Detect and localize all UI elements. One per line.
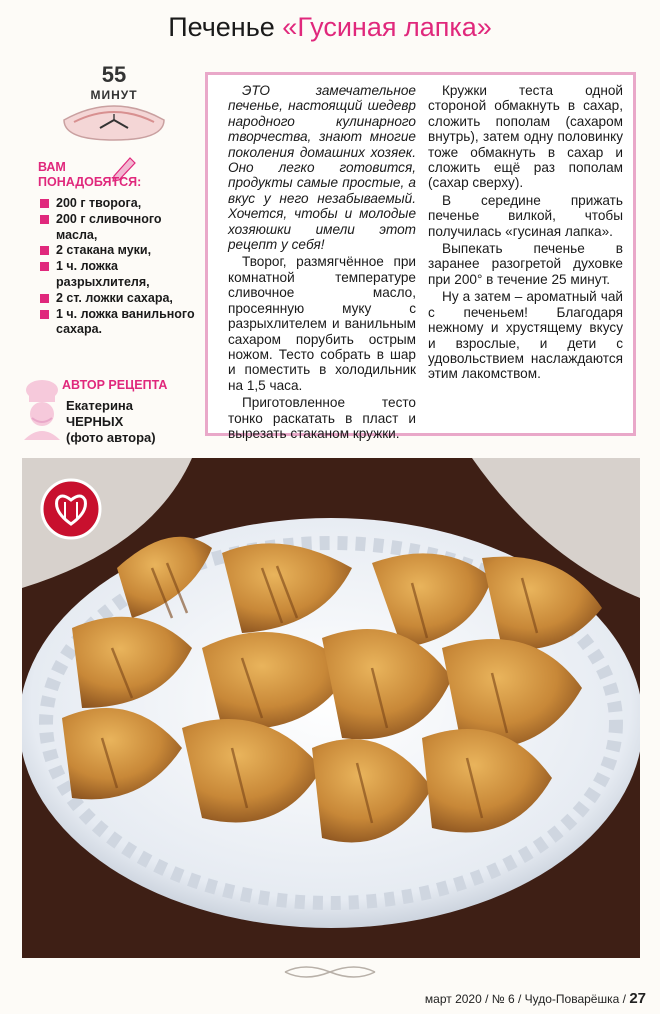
ingredients-block [38,160,198,338]
intro-paragraph: ЭТО замечательное печенье, настоящий шедевр народного кулинарного творчества, знают многие поколения домашних хозяек. Оно легко готовится, продукты самые простые, а вкус у него незабываемый. Хочется, чтобы и молодые хозяюшки имели этот рецепт у себя! [228,83,416,253]
step-paragraph: Кружки теста одной стороной обмакнуть в сахар, сложить пополам (сахаром внутрь), затем одну половинку тоже обмакнуть в сахар и сложить ещё раз пополам (сахар сверху). [428,83,623,191]
cookie-photo-illustration [22,458,640,958]
ornament-divider [280,962,380,982]
ingredient-item: 1 ч. ложка ванильного сахара. [38,307,198,339]
heart-logo-icon [40,478,102,540]
page-number: 27 [629,990,646,1007]
footer-issue: март 2020 / № 6 / Чудо-Поварёшка / [424,992,630,1006]
recipe-text-box [205,72,636,441]
closing-paragraph: Ну а затем – ароматный чай с печеньем! Благодаря нежному и хрустящему вкусу и взрослые, и дети с удовольствием наслаждаются этим лакомством. [428,289,623,382]
step-paragraph: В середине прижать печенье вилкой, чтобы получилась «гусиная лапка». [428,192,623,239]
cookie-photo [22,458,640,958]
cook-time-unit: МИНУТ [90,88,138,102]
ingredient-item: 200 г творога, [38,196,198,212]
ingredients-heading-1: ВАМ [38,160,66,174]
page-footer [425,990,646,1007]
clock-icon [60,100,168,142]
author-name [66,398,156,446]
author-last-name: ЧЕРНЫХ [66,414,124,429]
author-photo-note: (фото автора) [66,430,156,445]
author-first-name: Екатерина [66,398,134,413]
title-highlight: «Гусиная лапка» [282,12,492,42]
cook-time-value: 55 [101,62,127,87]
ingredient-item: 2 стакана муки, [38,243,198,259]
chef-icon [20,378,64,440]
ingredient-item: 1 ч. ложка разрыхлителя, [38,259,198,291]
ingredient-item: 200 г сливочного масла, [38,212,198,244]
ingredient-item: 2 ст. ложки сахара, [38,291,198,307]
text-column-1 [228,83,416,443]
cook-time [60,62,168,142]
step-paragraph: Выпекать печенье в заранее разогретой духовке при 200° в течение 25 минут. [428,241,623,287]
ingredients-list [38,196,198,338]
title-prefix: Печенье [168,12,283,42]
step-paragraph: Приготовленное тесто тонко раскатать в пласт и вырезать стаканом кружки. [228,395,416,441]
text-column-2 [428,83,623,384]
step-paragraph: Творог, размягчённое при комнатной температуре сливочное масло, просеянную муку с разрыхлителем и ванильным сахаром порубить острым ножом. Тесто собрать в шар и поместить в холодильник на 1,5 часа. [228,254,416,393]
ingredients-heading-2: ПОНАДОБЯТСЯ: [38,175,142,189]
page-title [0,12,660,43]
author-label: АВТОР РЕЦЕПТА [62,378,168,392]
